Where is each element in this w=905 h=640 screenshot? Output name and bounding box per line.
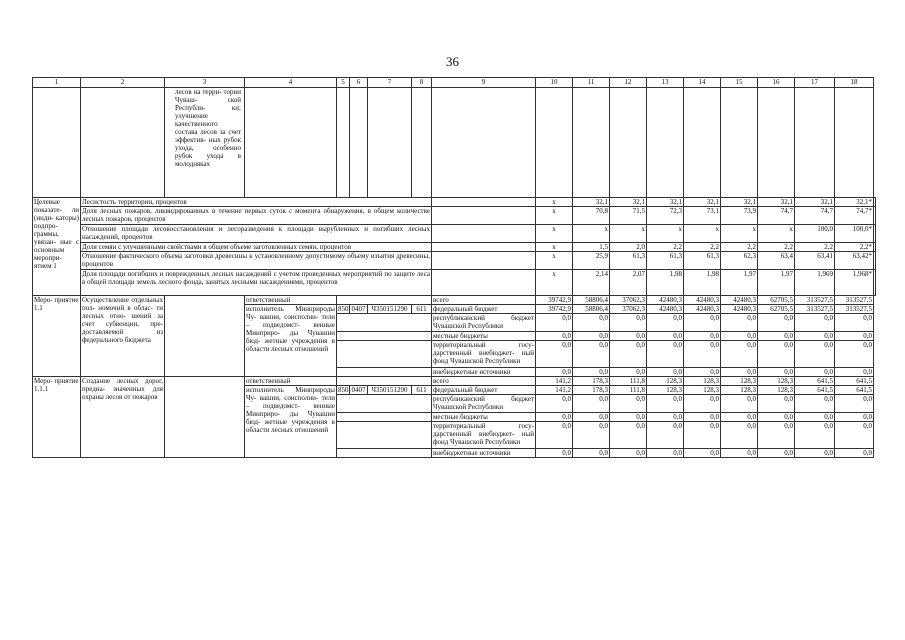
- funding-value: 0,0: [647, 368, 684, 377]
- funding-value: 0,0: [721, 332, 758, 341]
- funding-value: 641,5: [835, 386, 874, 395]
- table-cell: [245, 88, 337, 198]
- responsible-title: ответственный: [245, 296, 337, 305]
- program-table: [32, 77, 876, 458]
- indicator-mark: x: [536, 198, 573, 207]
- funding-source: местные бюджеты: [432, 332, 536, 341]
- funding-value: 0,0: [684, 368, 721, 377]
- indicator-value: 25,9: [573, 252, 610, 270]
- funding-value: 0,0: [647, 341, 684, 368]
- indicator-value: 71,5: [610, 207, 647, 225]
- indicator-value: 32,1: [610, 198, 647, 207]
- funding-source: республиканский бюджет Чувашской Республики: [433, 314, 534, 330]
- table-cell: [536, 88, 573, 198]
- funding-source: всего: [432, 377, 536, 386]
- funding-value: 0,0: [536, 449, 573, 458]
- funding-source: местные бюджеты: [432, 413, 536, 422]
- indicator-value: 32,1: [647, 198, 684, 207]
- funding-value: 0,0: [684, 332, 721, 341]
- budget-code: 611: [412, 305, 432, 314]
- table-cell: [368, 88, 412, 198]
- table-cell: [432, 88, 536, 198]
- funding-row: [33, 377, 876, 386]
- funding-value: 0,0: [536, 332, 573, 341]
- funding-value: 58806,4: [573, 305, 610, 314]
- column-header: 14: [684, 78, 721, 88]
- indicator-value: 2,2: [647, 243, 684, 252]
- table-cell: [337, 368, 432, 377]
- column-header: 17: [795, 78, 835, 88]
- funding-value: 42480,3: [684, 296, 721, 305]
- funding-value: 37062,3: [610, 305, 647, 314]
- funding-value: 42480,3: [721, 305, 758, 314]
- indicator-name: Доля площади погибших и поврежденных лесных насаждений с учетом проведенных мероприятий по защите леса в общей площади земель лесного фонда, занятых лесными насаждениями, процентов: [81, 270, 432, 296]
- indicator-value: 63,42*: [835, 252, 874, 270]
- table-cell: [33, 88, 81, 198]
- budget-code: 850: [338, 386, 349, 394]
- funding-value: 0,0: [536, 413, 573, 422]
- target-row: [33, 225, 876, 243]
- spacer-cell: [432, 243, 536, 252]
- funding-value: 0,0: [758, 314, 795, 332]
- indicator-name: Отношение фактического объема заготовки древесины к установленному допустимому объему изъятия древесины, процентов: [82, 252, 430, 268]
- funding-value: 42480,3: [721, 296, 758, 305]
- funding-value: 0,0: [573, 422, 610, 449]
- funding-value: 0,0: [647, 449, 684, 458]
- funding-value: 0,0: [721, 314, 758, 332]
- table-cell: [337, 332, 432, 341]
- indicator-value: [874, 270, 876, 296]
- funding-value: 141,2: [536, 377, 573, 386]
- column-header: 5: [337, 78, 350, 88]
- funding-value: 0,0: [610, 422, 647, 449]
- target-row: [33, 198, 876, 207]
- funding-value: 37062,3: [610, 296, 647, 305]
- column-header: 10: [536, 78, 573, 88]
- table-cell: [795, 88, 835, 198]
- table-cell: [610, 88, 647, 198]
- indicator-value: 2,2: [721, 243, 758, 252]
- funding-source: территориальный госу- дарственный внебюджет- ный фонд Чувашской Республики: [432, 341, 536, 368]
- table-cell: [721, 88, 758, 198]
- funding-value: 141,2: [536, 386, 573, 395]
- funding-value: 0,0: [647, 413, 684, 422]
- column-header: 1: [33, 78, 81, 88]
- budget-code: Ч350151290: [368, 305, 412, 314]
- funding-value: 641,5: [835, 377, 874, 386]
- column-header: 8: [412, 78, 432, 88]
- funding-value: 0,0: [573, 368, 610, 377]
- indicator-value: 1,5: [573, 243, 610, 252]
- indicator-value: 1,969: [795, 270, 835, 296]
- target-row: [33, 207, 876, 225]
- indicator-value: 61,3: [647, 252, 684, 270]
- funding-value: 0,0: [536, 395, 573, 413]
- funding-value: 313527,5: [795, 296, 835, 305]
- funding-value: 0,0: [795, 341, 835, 368]
- funding-value: 0,0: [610, 332, 647, 341]
- funding-value: 0,0: [795, 314, 835, 332]
- funding-value: 0,0: [684, 422, 721, 449]
- table-cell: [337, 314, 432, 332]
- table-cell: [165, 296, 245, 377]
- responsible-executor: исполнитель Минприроды Чу- вашии, соисполни- тели – подведомст- венные Минприро- ды Чувашии бюд- жетные учреждения в области лесных отношений: [245, 305, 337, 377]
- table-cell: [337, 341, 432, 368]
- column-header: 2: [81, 78, 165, 88]
- funding-value: 128,3: [758, 377, 795, 386]
- table-cell: [684, 88, 721, 198]
- indicator-value: 1,968*: [835, 270, 874, 296]
- budget-code: Ч350151290: [368, 386, 412, 395]
- indicator-value: 100,0: [795, 225, 835, 243]
- funding-value: 0,0: [573, 449, 610, 458]
- indicator-name: Доля семян с улучшенными свойствами в общем объеме заготовленных семян, процентов: [81, 243, 432, 252]
- indicator-value: [874, 243, 876, 252]
- indicator-value: 2,2: [758, 243, 795, 252]
- funding-value: 0,0: [573, 332, 610, 341]
- indicator-value: x: [647, 225, 684, 243]
- funding-value: 128,3: [721, 377, 758, 386]
- indicator-value: 32,1: [795, 198, 835, 207]
- column-header: 18: [835, 78, 874, 88]
- funding-value: 0,0: [573, 413, 610, 422]
- funding-value: 42480,3: [684, 305, 721, 314]
- funding-value: 0,0: [536, 368, 573, 377]
- funding-value: 0,0: [721, 395, 758, 413]
- funding-value: 178,3: [573, 386, 610, 395]
- funding-value: 0,0: [758, 449, 795, 458]
- spacer-cell: [432, 270, 536, 296]
- funding-value: 0,0: [721, 449, 758, 458]
- indicator-value: 63,41: [795, 252, 835, 270]
- indicator-name: Отношение площади лесовосстановления и лесоразведения к площади вырубленных и погибших лесных насаждений, процентов: [82, 225, 430, 241]
- funding-value: 0,0: [721, 422, 758, 449]
- funding-value: 111,8: [610, 377, 647, 386]
- funding-value: 0,0: [835, 395, 874, 413]
- indicator-value: 74,7*: [835, 207, 874, 225]
- column-header: 11: [573, 78, 610, 88]
- funding-value: 0,0: [835, 332, 874, 341]
- funding-value: 0,0: [610, 413, 647, 422]
- column-header: 13: [647, 78, 684, 88]
- funding-value: 0,0: [610, 341, 647, 368]
- indicator-value: 74,7: [795, 207, 835, 225]
- funding-value: 0,0: [758, 332, 795, 341]
- target-row: [33, 243, 876, 252]
- indicator-value: 74,7: [758, 207, 795, 225]
- funding-value: 0,0: [610, 395, 647, 413]
- funding-value: 128,3: [758, 386, 795, 395]
- funding-source: территориальный госу- дарственный внебюджет- ный фонд Чувашской Республики: [432, 422, 536, 449]
- header-row: [33, 78, 876, 88]
- indicator-value: 73,9: [721, 207, 758, 225]
- indicator-value: [874, 207, 876, 225]
- measure-label: Меро- приятие 1.1.1: [33, 377, 81, 458]
- target-row: [33, 252, 876, 270]
- indicator-value: 61,3: [610, 252, 647, 270]
- funding-value: 0,0: [758, 422, 795, 449]
- funding-value: 0,0: [795, 449, 835, 458]
- indicator-value: x: [610, 225, 647, 243]
- funding-value: 0,0: [684, 314, 721, 332]
- indicator-value: x: [573, 225, 610, 243]
- funding-value: 0,0: [647, 395, 684, 413]
- continuation-text: лесов на терри- тории Чуваш- ской Республи- ки; улучшение качественного состава лесов за счет эффектив- ных рубок ухода, особенно рубок ухода в молодняках: [165, 88, 245, 198]
- spacer-cell: [432, 207, 536, 225]
- targets-label: Целевые показате- ли (инди- каторы) подпро- граммы, увязан- ные с основным меропри- ятием 1: [33, 198, 81, 296]
- indicator-value: 2,0: [610, 243, 647, 252]
- table-cell: [337, 296, 432, 305]
- funding-value: 0,0: [795, 422, 835, 449]
- budget-code: 0407: [351, 386, 366, 394]
- funding-value: 313527,5: [835, 296, 874, 305]
- funding-source: федеральный бюджет: [432, 305, 536, 314]
- funding-value: 0,0: [647, 314, 684, 332]
- funding-value: 39742,9: [536, 305, 573, 314]
- funding-value: 641,5: [795, 386, 835, 395]
- table-cell: [337, 395, 432, 413]
- indicator-value: 2,07: [610, 270, 647, 296]
- funding-value: 58806,4: [573, 296, 610, 305]
- table-cell: [337, 88, 350, 198]
- indicator-value: x: [721, 225, 758, 243]
- indicator-value: 72,3: [647, 207, 684, 225]
- funding-value: 0,0: [758, 368, 795, 377]
- budget-code: 611: [412, 386, 432, 395]
- indicator-name: Лесистость территории, процентов: [81, 198, 432, 207]
- funding-value: 62705,5: [758, 296, 795, 305]
- indicator-value: 73,1: [684, 207, 721, 225]
- column-header: 3: [165, 78, 245, 88]
- indicator-value: 32,1: [721, 198, 758, 207]
- column-header: 12: [610, 78, 647, 88]
- table-cell: [337, 377, 432, 386]
- funding-value: 0,0: [573, 341, 610, 368]
- funding-value: 62705,5: [758, 305, 795, 314]
- responsible-title: ответственный: [245, 377, 337, 386]
- page-number: 36: [446, 54, 459, 69]
- indicator-name: Доля лесных пожаров, ликвидированных в течение первых суток с момента обнаружения, в общем количестве лесных пожаров, процентов: [82, 207, 430, 223]
- funding-source: всего: [432, 296, 536, 305]
- table-cell: [412, 88, 432, 198]
- funding-value: 0,0: [684, 395, 721, 413]
- funding-value: 128,3: [721, 386, 758, 395]
- funding-value: 0,0: [758, 413, 795, 422]
- column-header: 4: [245, 78, 337, 88]
- funding-value: 0,0: [573, 395, 610, 413]
- indicator-mark: x: [536, 243, 573, 252]
- funding-value: 641,5: [795, 377, 835, 386]
- table-cell: [758, 88, 795, 198]
- column-header: 9: [432, 78, 536, 88]
- funding-value: 0,0: [610, 368, 647, 377]
- column-header: 15: [721, 78, 758, 88]
- funding-value: 0,0: [835, 314, 874, 332]
- funding-value: 0,0: [684, 449, 721, 458]
- funding-value: 0,0: [795, 395, 835, 413]
- indicator-value: 32,1*: [835, 198, 874, 207]
- table-cell: [165, 377, 245, 458]
- table-cell: [337, 422, 432, 449]
- funding-value: 0,0: [835, 341, 874, 368]
- table-cell: [81, 88, 165, 198]
- indicator-mark: x: [536, 225, 573, 243]
- measure-label: Меро- приятие 1.1: [33, 296, 81, 377]
- funding-source: внебюджетные источники: [432, 449, 536, 458]
- funding-value: 128,3: [684, 386, 721, 395]
- funding-source: внебюджетные источники: [432, 368, 536, 377]
- column-header: 6: [350, 78, 368, 88]
- column-header: 7: [368, 78, 412, 88]
- indicator-value: 63,4: [758, 252, 795, 270]
- funding-value: 0,0: [795, 413, 835, 422]
- target-row: [33, 270, 876, 296]
- funding-value: 0,0: [610, 314, 647, 332]
- indicator-mark: x: [536, 252, 573, 270]
- spacer-cell: [432, 198, 536, 207]
- indicator-value: 61,3: [684, 252, 721, 270]
- indicator-value: 32,1: [573, 198, 610, 207]
- funding-value: 178,3: [573, 377, 610, 386]
- funding-value: 0,0: [835, 368, 874, 377]
- table-cell: [337, 413, 432, 422]
- column-header: 16: [758, 78, 795, 88]
- funding-value: 0,0: [758, 341, 795, 368]
- funding-value: 128,3: [647, 377, 684, 386]
- funding-value: 0,0: [835, 449, 874, 458]
- table-cell: [337, 449, 432, 458]
- funding-value: 313527,5: [795, 305, 835, 314]
- funding-value: 0,0: [795, 368, 835, 377]
- indicator-value: 2,2*: [835, 243, 874, 252]
- funding-source: республиканский бюджет Чувашской Республики: [433, 395, 534, 411]
- indicator-value: 2,14: [573, 270, 610, 296]
- funding-value: 0,0: [573, 314, 610, 332]
- funding-value: 128,3: [684, 377, 721, 386]
- funding-value: 42480,3: [647, 296, 684, 305]
- table-cell: [350, 88, 368, 198]
- funding-value: 0,0: [835, 422, 874, 449]
- funding-value: 42480,3: [647, 305, 684, 314]
- indicator-value: 32,1: [684, 198, 721, 207]
- table-cell: [647, 88, 684, 198]
- funding-value: 0,0: [684, 413, 721, 422]
- funding-value: 0,0: [536, 422, 573, 449]
- indicator-value: [874, 225, 876, 243]
- indicator-value: x: [684, 225, 721, 243]
- funding-value: 313527,5: [835, 305, 874, 314]
- indicator-value: 100,0*: [835, 225, 874, 243]
- spacer-cell: [432, 225, 536, 243]
- indicator-mark: x: [536, 270, 573, 296]
- measure-description: Создание лесных дорог, предна- значенных для охраны лесов от пожаров: [81, 377, 165, 458]
- funding-value: 0,0: [536, 341, 573, 368]
- budget-code: 850: [338, 305, 349, 313]
- indicator-value: 70,8: [573, 207, 610, 225]
- indicator-value: 62,3: [721, 252, 758, 270]
- indicator-value: 2,2: [684, 243, 721, 252]
- funding-value: 0,0: [647, 332, 684, 341]
- indicator-value: x: [758, 225, 795, 243]
- measure-description: Осуществление отдельных пол- номочий в облас- ти лесных отно- шений за счет субвенции, пре- доставляемой из федерального бюджета: [81, 296, 165, 377]
- spacer-cell: [432, 252, 536, 270]
- table-cell: [573, 88, 610, 198]
- funding-row: [33, 296, 876, 305]
- indicator-value: 1,97: [721, 270, 758, 296]
- funding-value: 0,0: [758, 395, 795, 413]
- continuation-row: [33, 88, 876, 198]
- budget-code: 0407: [351, 305, 366, 313]
- responsible-executor: исполнитель Минприроды Чу- вашии, соисполни- тели – подведомст- венные Минприро- ды Чувашии бюд- жетные учреждения в области лесных отношений: [245, 386, 337, 458]
- indicator-mark: x: [536, 207, 573, 225]
- funding-value: 0,0: [684, 341, 721, 368]
- funding-value: 39742,9: [536, 296, 573, 305]
- funding-value: 0,0: [610, 449, 647, 458]
- funding-value: 0,0: [721, 341, 758, 368]
- funding-value: 0,0: [721, 413, 758, 422]
- indicator-value: 32,1: [758, 198, 795, 207]
- funding-value: 111,8: [610, 386, 647, 395]
- funding-value: 0,0: [835, 413, 874, 422]
- indicator-value: 2,2: [795, 243, 835, 252]
- indicator-value: 1,98: [684, 270, 721, 296]
- funding-value: 128,3: [647, 386, 684, 395]
- indicator-value: 1,98: [647, 270, 684, 296]
- indicator-value: 1,97: [758, 270, 795, 296]
- funding-value: 0,0: [536, 314, 573, 332]
- funding-source: федеральный бюджет: [432, 386, 536, 395]
- indicator-value: [874, 198, 876, 207]
- funding-value: 0,0: [795, 332, 835, 341]
- table-cell: [835, 88, 874, 198]
- indicator-value: [874, 252, 876, 270]
- funding-value: 0,0: [647, 422, 684, 449]
- funding-value: 0,0: [721, 368, 758, 377]
